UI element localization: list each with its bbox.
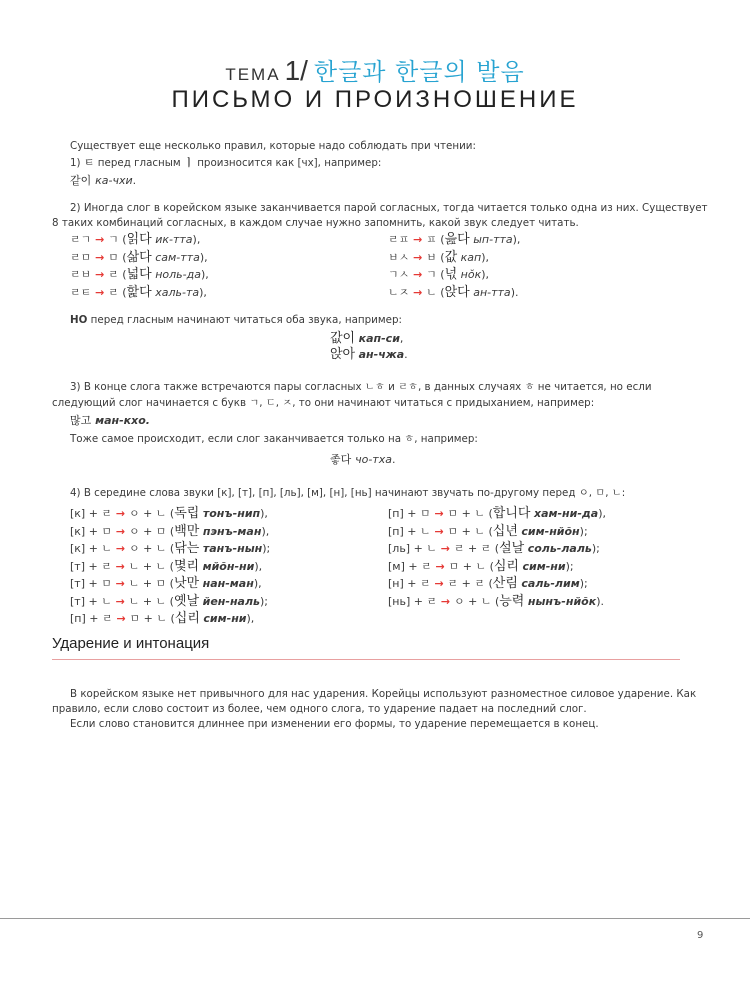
- sound-result: ㅁ + ㄴ: [447, 507, 485, 520]
- rule-2-line-2: 8 таких комбинаций согласных, в каждом случае нужно запомнить, какой звук следует читать.: [52, 217, 579, 229]
- sound-end: ),: [598, 507, 607, 520]
- pair-result: ㄱ: [426, 268, 437, 281]
- sound-row: [388, 558, 606, 576]
- arrow-icon: →: [112, 542, 129, 555]
- sound-open: (: [166, 559, 174, 573]
- sound-left-list: [70, 505, 270, 628]
- sound-reading: мйŏн-ни: [202, 559, 255, 573]
- arrow-icon: →: [430, 524, 448, 538]
- pair-reading: ик-тта: [155, 233, 193, 246]
- sound-pre: [нь] + ㄹ: [388, 594, 438, 608]
- no-rule-bold: НО: [70, 314, 88, 326]
- arrow-icon: →: [409, 233, 427, 246]
- arrow-icon: →: [111, 559, 129, 573]
- sound-korean: 십리: [174, 611, 200, 626]
- arrow-icon: →: [436, 542, 454, 555]
- pair-reading: нŏк: [460, 268, 482, 281]
- pair-korean: 넋: [444, 267, 458, 282]
- r3g: не читается, но если: [534, 381, 652, 393]
- arrow-icon: →: [91, 268, 109, 281]
- pair-row: [388, 231, 520, 249]
- arrow-icon: →: [91, 285, 109, 299]
- sound-end: ),: [254, 559, 263, 573]
- sound-result: ㅇ + ㅁ: [128, 524, 167, 538]
- sound-result: ㄹ + ㄹ: [453, 542, 492, 555]
- sound-result: ㄴ + ㄴ: [128, 594, 167, 608]
- pair-end: ),: [199, 250, 208, 264]
- sound-end: );: [579, 577, 588, 590]
- pair-result: ㄹ: [108, 268, 119, 281]
- sound-pre: [к] + ㄴ: [70, 542, 113, 555]
- pair-pre: ㄹㅁ: [70, 250, 92, 264]
- example-3-korean: 많고: [70, 414, 92, 427]
- example-1-end: .: [132, 174, 137, 187]
- sound-open: (: [491, 594, 500, 608]
- no-example-row: [330, 331, 408, 347]
- sound-open: (: [166, 577, 174, 590]
- sound-korean: 독립: [174, 506, 200, 521]
- pair-end: ),: [481, 268, 490, 281]
- sound-row: [70, 610, 270, 628]
- arrow-icon: →: [111, 577, 129, 590]
- example-3b-end: .: [391, 453, 396, 466]
- sound-row: [388, 505, 606, 523]
- sound-pre: [м] + ㄹ: [388, 559, 432, 573]
- pair-korean: 읊다: [444, 232, 470, 247]
- pair-reading: сам-тта: [155, 250, 200, 264]
- example-3b-reading: чо-тха: [355, 453, 392, 466]
- pair-end: ),: [192, 233, 201, 246]
- no-example-end: ,: [399, 332, 404, 345]
- sound-result: ㅇ + ㄴ: [128, 542, 167, 555]
- r3e: , в данных случаях: [417, 381, 525, 393]
- arrow-icon: →: [111, 594, 129, 608]
- r3c: и: [384, 381, 399, 393]
- pair-pre: ㄴㅈ: [388, 285, 410, 299]
- pair-pre: ㅂㅅ: [388, 250, 410, 264]
- sound-result: ㅁ + ㄴ: [447, 524, 485, 538]
- sound-result: ㅁ + ㄴ: [129, 612, 167, 625]
- rule-1-d: ㅣ: [183, 157, 194, 169]
- pair-pre: ㄹㅂ: [70, 268, 92, 281]
- pair-pre: ㄹㅍ: [388, 233, 410, 246]
- arrow-icon: →: [431, 559, 449, 573]
- pair-pre: ㄱㅅ: [388, 268, 410, 281]
- sound-pre: [п] + ㄹ: [70, 612, 113, 625]
- pair-row: [70, 284, 209, 302]
- page-number: 9: [697, 930, 704, 941]
- example-1-korean: 같이: [70, 174, 92, 187]
- r3l2b: ㄱ, ㄷ, ㅈ: [249, 397, 293, 409]
- rule-1-b: ㅌ: [83, 156, 95, 169]
- pair-result: ㅁ: [108, 250, 119, 264]
- sound-open: (: [484, 507, 493, 520]
- r3f: ㅎ: [524, 381, 535, 393]
- r3l3a: Тоже самое происходит, если слог заканчивается только на: [70, 433, 405, 445]
- sound-result: ㅇ + ㄴ: [128, 507, 167, 520]
- sound-pre: [п] + ㅁ: [388, 507, 431, 520]
- example-3b-korean: 좋다: [330, 453, 352, 466]
- sound-reading: сим-ни: [522, 559, 566, 573]
- sound-reading: тонъ-нип: [202, 507, 261, 520]
- sound-end: ).: [596, 594, 604, 608]
- tema-label: ТЕМА: [225, 65, 281, 84]
- pair-korean: 삶다: [126, 249, 152, 265]
- sound-reading: йен-наль: [202, 594, 260, 608]
- pair-reading: ан-тта: [473, 285, 511, 299]
- pair-row: [388, 266, 520, 284]
- sound-reading: соль-лаль: [527, 542, 592, 555]
- arrow-icon: →: [437, 594, 454, 608]
- rule-1-e: произносится как [чх], например:: [193, 157, 382, 169]
- example-3-reading: ман-кхо.: [95, 414, 150, 427]
- sound-pre: [н] + ㄹ: [388, 577, 431, 590]
- sound-open: (: [166, 524, 175, 538]
- sound-pre: [т] + ㄹ: [70, 559, 112, 573]
- pair-row: [388, 284, 520, 302]
- rule-2-line-1: 2) Иногда слог в корейском языке заканчивается парой согласных, тогда читается только одна из них. Существует: [70, 202, 708, 214]
- sound-reading: саль-лим: [521, 577, 580, 590]
- pair-pre: ㄹㄱ: [70, 233, 92, 246]
- chapter-heading: [0, 52, 750, 87]
- pair-open: (: [118, 285, 127, 299]
- arrow-icon: →: [112, 524, 129, 538]
- pairs-right-list: [388, 231, 520, 301]
- r3l3c: , например:: [414, 433, 478, 445]
- pair-open: (: [436, 268, 445, 281]
- sound-result: ㄴ + ㄴ: [128, 559, 167, 573]
- pair-open: (: [436, 250, 445, 264]
- sound-row: [70, 575, 270, 593]
- sound-pre: [т] + ㅁ: [70, 577, 112, 590]
- rule-3-line-3: [70, 432, 478, 447]
- tema-number: 1/: [284, 55, 308, 86]
- r4c: :: [621, 487, 626, 499]
- sound-korean: 닦는: [174, 541, 200, 556]
- pair-reading: ып-тта: [473, 233, 513, 246]
- pair-result: ㅍ: [426, 233, 437, 246]
- pair-korean: 핥다: [126, 284, 152, 300]
- pair-korean: 읽다: [126, 232, 152, 247]
- pair-open: (: [118, 233, 127, 246]
- arrow-icon: →: [409, 285, 427, 299]
- pair-korean: 값: [444, 249, 458, 265]
- arrow-icon: →: [430, 507, 448, 520]
- example-1: [70, 172, 136, 189]
- sound-open: (: [166, 507, 175, 520]
- pair-end: ),: [199, 285, 207, 299]
- sound-result: ㄴ + ㅁ: [128, 577, 167, 590]
- sound-end: );: [579, 524, 588, 538]
- pair-end: ),: [481, 250, 490, 264]
- page-title: ПИСЬМО И ПРОИЗНОШЕНИЕ: [171, 86, 579, 113]
- sound-reading: пэнъ-ман: [202, 524, 262, 538]
- r3l3b: ㅎ: [404, 433, 415, 445]
- pair-open: (: [118, 268, 127, 281]
- arrow-icon: →: [91, 250, 109, 264]
- sound-korean: 산림: [492, 576, 518, 591]
- no-example-korean: 앉아: [330, 347, 356, 362]
- pair-end: ).: [510, 285, 519, 299]
- sound-end: );: [591, 542, 600, 555]
- sound-row: [388, 523, 606, 541]
- example-1-reading: ка-чхи: [95, 174, 133, 187]
- section-title: Ударение и интонация: [52, 635, 210, 652]
- pair-korean: 앉다: [444, 284, 470, 300]
- sound-korean: 합니다: [492, 506, 531, 521]
- r4b: ㅇ, ㅁ, ㄴ: [578, 487, 622, 499]
- no-examples: [330, 331, 408, 363]
- sound-result: ㅁ + ㄴ: [448, 559, 487, 573]
- no-rule-rest: перед гласным начинают читаться оба звука, например:: [87, 314, 402, 326]
- r4a: 4) В середине слова звуки [к], [т], [п], [ль], [м], [н], [нь] начинают звучать по-другому перед: [70, 487, 579, 499]
- sound-end: );: [262, 542, 271, 555]
- pair-row: [388, 249, 520, 267]
- example-3b: [330, 451, 395, 468]
- sound-pre: [к] + ㅁ: [70, 524, 113, 538]
- sound-end: );: [565, 559, 574, 573]
- sound-row: [388, 593, 606, 611]
- rule-4: [70, 486, 625, 501]
- r3l2c: , то они начинают читаться с придыханием, например:: [292, 397, 595, 409]
- pair-open: (: [436, 233, 445, 246]
- pair-row: [70, 249, 209, 267]
- sound-korean: 몇리: [173, 558, 200, 574]
- sound-korean: 옛날: [173, 593, 200, 609]
- sound-row: [70, 523, 270, 541]
- sound-right-list: [388, 505, 606, 610]
- sound-row: [70, 593, 270, 611]
- sound-open: (: [166, 542, 175, 555]
- pair-result: ㅂ: [426, 250, 437, 264]
- sound-open: (: [484, 577, 493, 590]
- pair-reading: кап: [460, 250, 482, 264]
- sound-row: [70, 540, 270, 558]
- sound-result: ㄹ + ㄹ: [447, 577, 485, 590]
- sound-row: [70, 505, 270, 523]
- sound-open: (: [166, 594, 174, 608]
- pair-row: [70, 266, 209, 284]
- pairs-left-list: [70, 231, 209, 301]
- arrow-icon: →: [409, 268, 427, 281]
- footer-divider: [0, 918, 750, 919]
- pair-end: ),: [200, 268, 209, 281]
- sound-row: [70, 558, 270, 576]
- sound-end: ),: [246, 612, 255, 625]
- r3l2a: следующий слог начинается с букв: [52, 397, 250, 409]
- pair-open: (: [436, 285, 445, 299]
- pair-row: [70, 231, 209, 249]
- sound-korean: 낫만: [173, 576, 200, 591]
- rule-1-c: перед гласным: [94, 157, 184, 169]
- sound-open: (: [491, 542, 500, 555]
- arrow-icon: →: [112, 507, 129, 520]
- sound-end: ),: [260, 507, 268, 520]
- intro-text: Существует еще несколько правил, которые надо соблюдать при чтении:: [70, 140, 476, 152]
- sound-korean: 심리: [493, 558, 519, 574]
- section-divider: [52, 659, 680, 660]
- sound-pre: [к] + ㄹ: [70, 507, 113, 520]
- sound-row: [388, 575, 606, 593]
- no-example-end: .: [404, 348, 408, 361]
- no-example-row: [330, 347, 408, 363]
- rule-3-line-1: [70, 380, 680, 395]
- no-rule: [70, 313, 402, 328]
- example-3: [70, 412, 150, 429]
- stress-line-2: правило, если слово состоит из более, чем одного слога, то ударение падает на последний слог.: [52, 703, 587, 715]
- sound-row: [388, 540, 606, 558]
- sound-open: (: [484, 524, 493, 538]
- r3a: 3) В конце слога также встречаются пары согласных: [70, 381, 365, 393]
- pair-result: ㄴ: [426, 285, 437, 299]
- sound-pre: [т] + ㄴ: [70, 594, 112, 608]
- pair-reading: халь-та: [155, 285, 200, 299]
- pair-korean: 넓다: [126, 267, 152, 282]
- korean-title: 한글과 한글의 발음: [313, 58, 525, 86]
- r3b: ㄴㅎ: [364, 381, 385, 393]
- sound-reading: танъ-нын: [202, 542, 263, 555]
- no-example-korean: 값이: [330, 331, 356, 346]
- sound-end: ),: [261, 524, 270, 538]
- no-example-reading: кап-си: [358, 332, 400, 345]
- sound-korean: 십년: [492, 523, 518, 539]
- pair-reading: ноль-да: [155, 268, 201, 281]
- arrow-icon: →: [91, 233, 109, 246]
- sound-end: );: [259, 594, 268, 608]
- sound-reading: нынъ-нйŏк: [527, 594, 597, 608]
- sound-reading: сим-ни: [203, 612, 247, 625]
- rule-1-a: 1): [70, 157, 84, 169]
- stress-line-1: В корейском языке нет привычного для нас ударения. Корейцы используют разноместное силовое ударение. Как: [70, 688, 697, 700]
- pair-result: ㄹ: [108, 285, 119, 299]
- sound-korean: 설날: [499, 541, 525, 556]
- no-example-reading: ан-чжа: [358, 348, 405, 361]
- rule-3-line-2: [52, 396, 594, 411]
- sound-reading: сим-нйŏн: [521, 524, 580, 538]
- arrow-icon: →: [430, 577, 448, 590]
- arrow-icon: →: [409, 250, 427, 264]
- pair-open: (: [118, 250, 127, 264]
- arrow-icon: →: [112, 612, 130, 625]
- sound-open: (: [166, 612, 175, 625]
- stress-line-3: Если слово становится длиннее при изменении его формы, то ударение перемещается в конец.: [70, 718, 599, 730]
- sound-korean: 백만: [174, 523, 200, 539]
- sound-korean: 능력: [499, 593, 525, 609]
- sound-reading: нан-ман: [202, 577, 254, 590]
- sound-pre: [ль] + ㄴ: [388, 542, 437, 555]
- r3d: ㄹㅎ: [398, 381, 418, 393]
- sound-reading: хам-ни-да: [533, 507, 599, 520]
- pair-end: ),: [512, 233, 521, 246]
- sound-result: ㅇ + ㄴ: [453, 594, 492, 608]
- sound-end: ),: [253, 577, 262, 590]
- pair-pre: ㄹㅌ: [70, 285, 92, 299]
- pair-result: ㄱ: [108, 233, 119, 246]
- rule-1: [70, 155, 381, 171]
- sound-pre: [п] + ㄴ: [388, 524, 431, 538]
- sound-open: (: [486, 559, 494, 573]
